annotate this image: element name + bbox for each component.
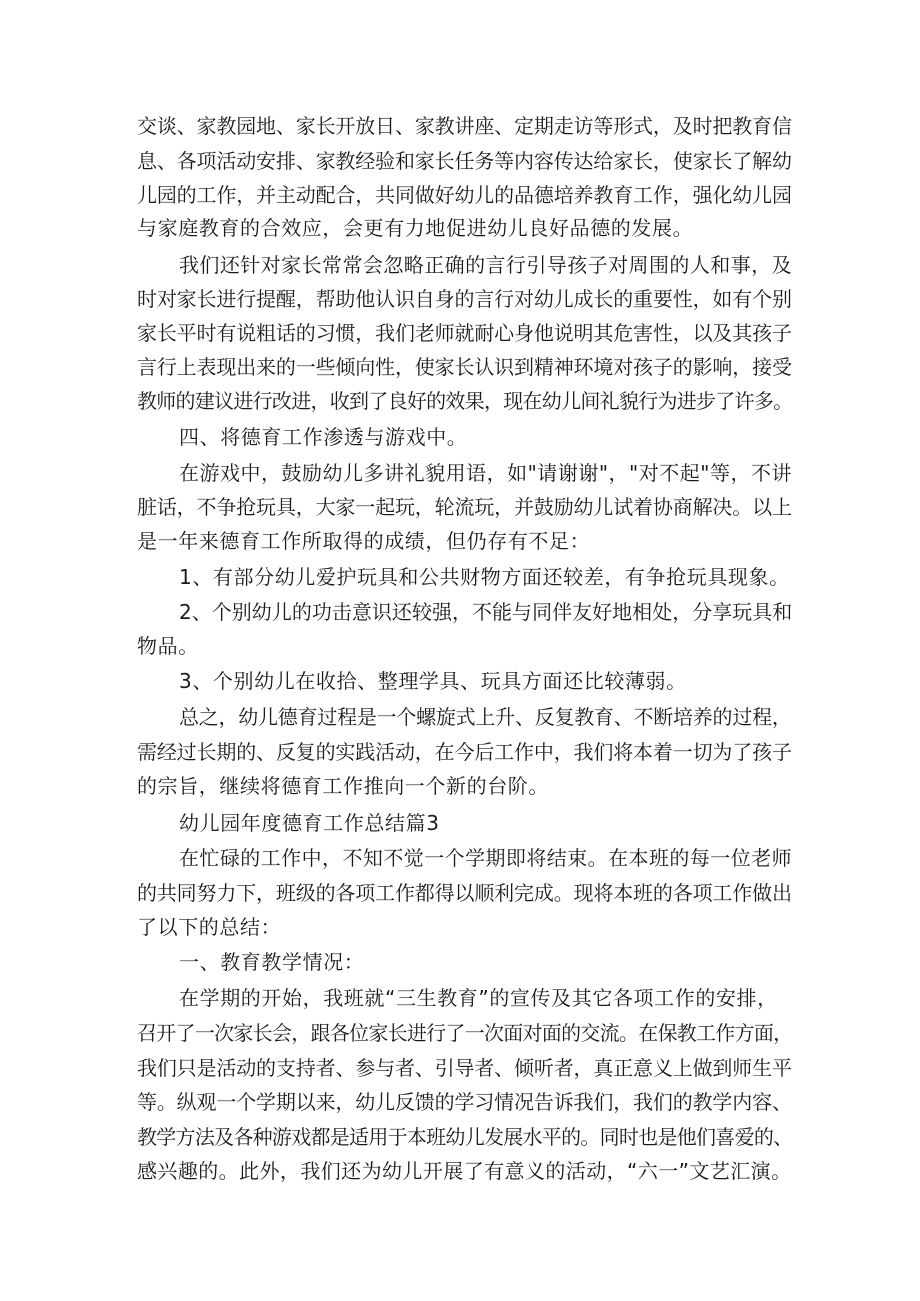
page-footer <box>0 1272 920 1301</box>
document-title: 幼儿园年度德育工作总结篇3 <box>179 811 440 835</box>
text-line: 的共同努力下，班级的各项工作都得以顺利完成。现将本班的各项工作做出 <box>137 881 792 905</box>
paragraph-first-line: 在学期的开始，我班就“三生教育”的宣传及其它各项工作的安排， <box>179 986 778 1010</box>
text-line: 我们只是活动的支持者、参与者、引导者、倾听者，真正意义上做到师生平 <box>137 1056 792 1080</box>
text-line: 召开了一次家长会，跟各位家长进行了一次面对面的交流。在保教工作方面， <box>137 1021 793 1045</box>
text-line: 儿园的工作，并主动配合，共同做好幼儿的品德培养教育工作，强化幼儿园 <box>137 183 792 207</box>
list-item: 2、个别幼儿的功击意识还较强，不能与同伴友好地相处，分享玩具和 <box>179 600 793 624</box>
text-line: 物品。 <box>137 634 199 658</box>
paragraph-first-line: 在忙碌的工作中，不知不觉一个学期即将结束。在本班的每一位老师 <box>179 846 792 870</box>
list-item: 1、有部分幼儿爱护玩具和公共财物方面还较差，有争抢玩具现象。 <box>179 565 790 589</box>
text-line: 教师的建议进行改进，收到了良好的效果，现在幼儿间礼貌行为进步了许多。 <box>137 389 793 413</box>
text-line: 脏话，不争抢玩具，大家一起玩，轮流玩，并鼓励幼儿试着协商解决。以上 <box>137 495 792 519</box>
text-line: 家长平时有说粗话的习惯，我们老师就耐心身他说明其危害性，以及其孩子 <box>137 321 792 345</box>
section-heading: 一、教育教学情况： <box>179 950 365 974</box>
paragraph-first-line: 我们还针对家长常常会忽略正确的言行引导孩子对周围的人和事，及 <box>179 253 792 277</box>
text-line: 等。纵观一个学期以来，幼儿反馈的学习情况告诉我们，我们的教学内容、 <box>137 1090 792 1114</box>
section-heading: 四、将德育工作渗透与游戏中。 <box>179 425 468 449</box>
text-line: 息、各项活动安排、家教经验和家长任务等内容传达给家长，使家长了解幼 <box>137 149 792 173</box>
text-line: 时对家长进行提醒，帮助他认识自身的言行对幼儿成长的重要性，如有个别 <box>137 287 792 311</box>
text-line: 了以下的总结： <box>137 915 282 939</box>
text-line: 言行上表现出来的一些倾向性，使家长认识到精神环境对孩子的影响，接受 <box>137 355 792 379</box>
text-line: 需经过长期的、反复的实践活动，在今后工作中，我们将本着一切为了孩子 <box>137 740 792 764</box>
text-line: 是一年来德育工作所取得的成绩，但仍存有不足： <box>137 529 591 553</box>
paragraph-first-line: 在游戏中，鼓励幼儿多讲礼貌用语，如"请谢谢"，"对不起"等，不讲 <box>179 461 792 485</box>
text-line: 交谈、家教园地、家长开放日、家教讲座、定期走访等形式，及时把教育信 <box>137 114 792 138</box>
paragraph-first-line: 总之，幼儿德育过程是一个螺旋式上升、反复教育、不断培养的过程， <box>179 705 792 729</box>
list-item: 3、个别幼儿在收拾、整理学具、玩具方面还比较薄弱。 <box>179 669 687 693</box>
text-line: 教学方法及各种游戏都是适用于本班幼儿发展水平的。同时也是他们喜爱的、 <box>137 1125 793 1149</box>
text-line: 感兴趣的。此外，我们还为幼儿开展了有意义的活动，“六一”文艺汇演。 <box>137 1159 792 1183</box>
text-line: 的宗旨，继续将德育工作推向一个新的台阶。 <box>137 774 549 798</box>
text-line: 与家庭教育的合效应，会更有力地促进幼儿良好品德的发展。 <box>137 216 694 240</box>
